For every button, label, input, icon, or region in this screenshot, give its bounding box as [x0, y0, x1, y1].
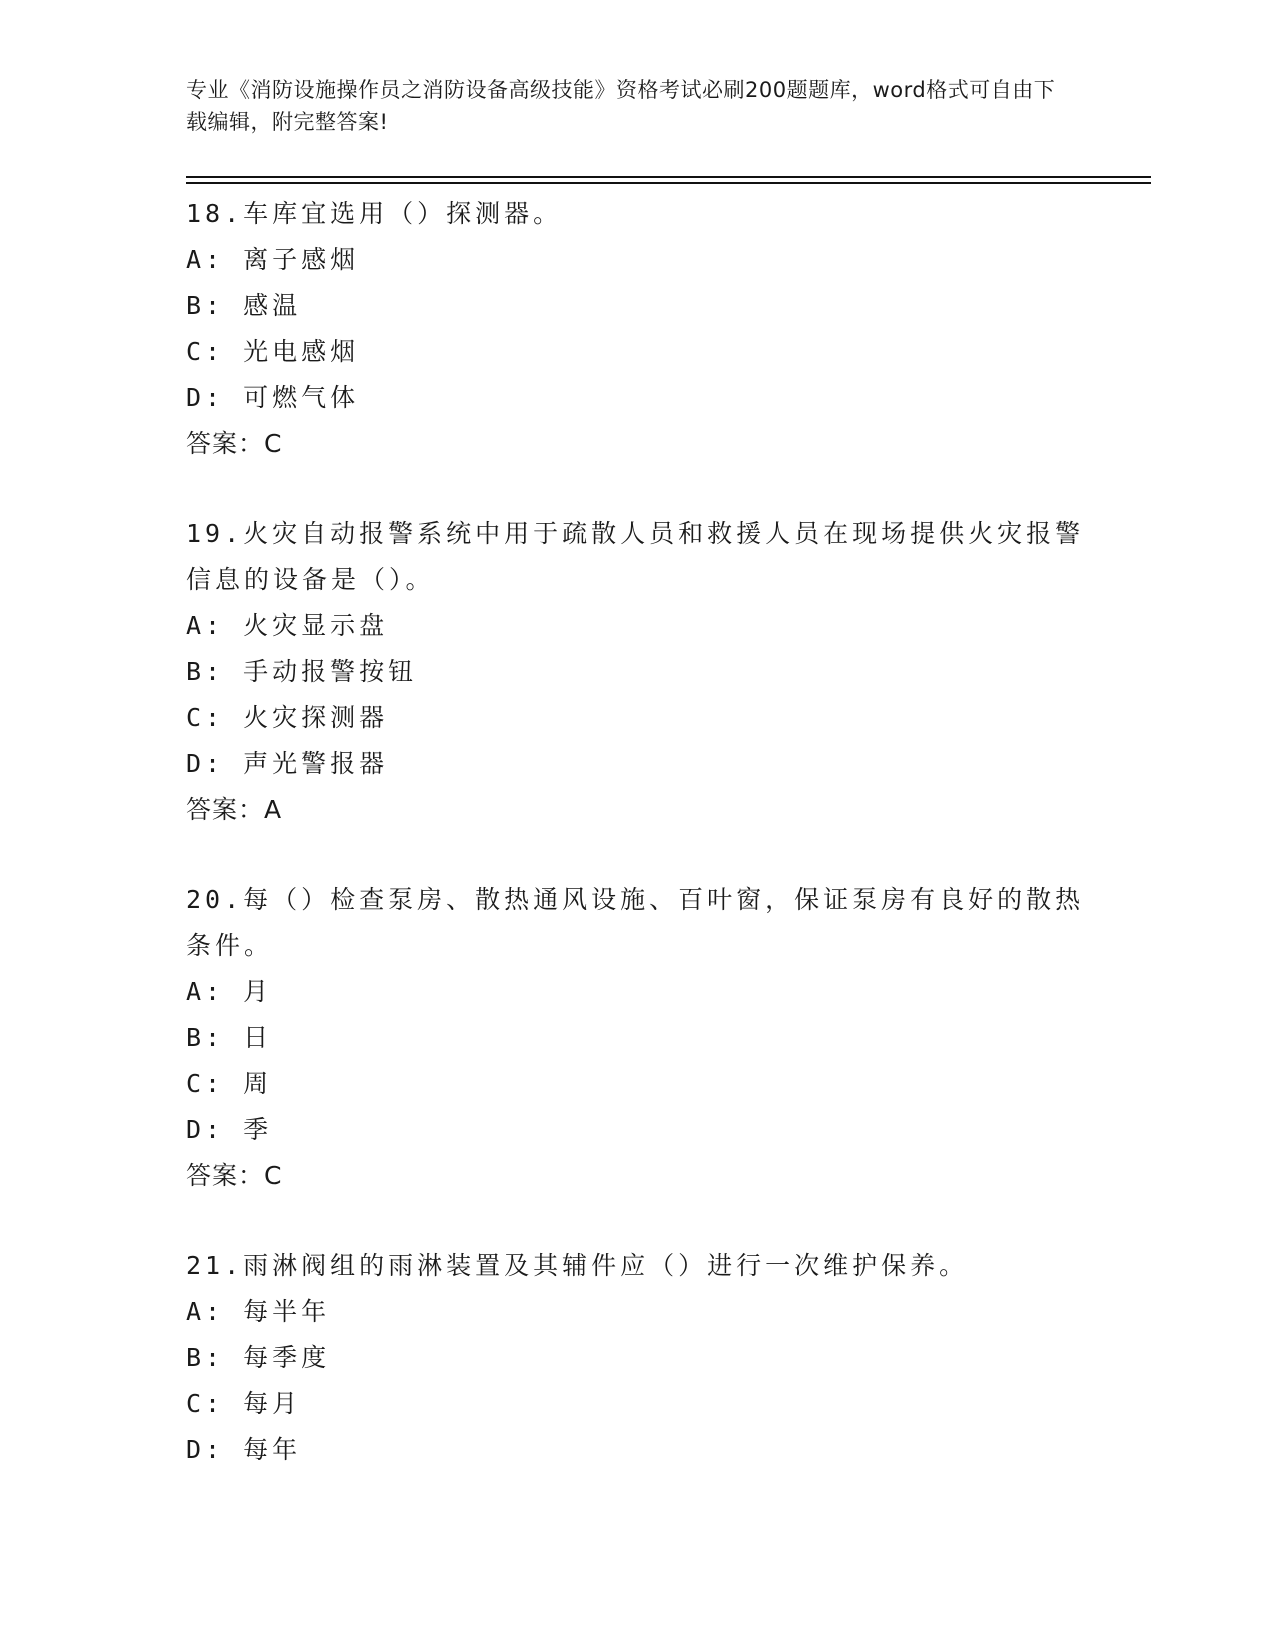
- option-b: B: 手动报警按钮: [186, 657, 418, 686]
- option-c: C: 火灾探测器: [186, 703, 389, 732]
- option-c: C: 周: [186, 1069, 273, 1098]
- option-c: C: 光电感烟: [186, 337, 360, 366]
- option-d: D: 声光警报器: [186, 749, 389, 778]
- option-c: C: 每月: [186, 1389, 302, 1418]
- document-header: [186, 74, 1066, 138]
- question-20: [186, 877, 1086, 1199]
- question-19: [186, 511, 1086, 833]
- question-18: [186, 191, 1086, 467]
- option-d: D: 季: [186, 1115, 273, 1144]
- option-b: B: 每季度: [186, 1343, 331, 1372]
- option-d: D: 每年: [186, 1435, 302, 1464]
- option-a: A: 每半年: [186, 1297, 331, 1326]
- question-stem: 19.火灾自动报警系统中用于疏散人员和救援人员在现场提供火灾报警信息的设备是（）。: [186, 519, 1085, 594]
- question-21: [186, 1243, 1086, 1473]
- header-intro-text: 专业《消防设施操作员之消防设备高级技能》资格考试必刷200题题库，word格式可自由下载编辑，附完整答案!: [186, 78, 1056, 134]
- header-divider-top: [186, 176, 1151, 178]
- option-a: A: 火灾显示盘: [186, 611, 389, 640]
- answer-line: 答案：A: [186, 795, 283, 824]
- answer-line: 答案：C: [186, 1161, 283, 1190]
- option-a: A: 月: [186, 977, 273, 1006]
- question-stem: 21.雨淋阀组的雨淋装置及其辅件应（）进行一次维护保养。: [186, 1251, 969, 1280]
- option-b: B: 感温: [186, 291, 302, 320]
- answer-line: 答案：C: [186, 429, 283, 458]
- header-divider-bottom: [186, 182, 1151, 184]
- option-d: D: 可燃气体: [186, 383, 360, 412]
- option-a: A: 离子感烟: [186, 245, 360, 274]
- question-stem: 18.车库宜选用（）探测器。: [186, 199, 563, 228]
- question-stem: 20.每（）检查泵房、散热通风设施、百叶窗，保证泵房有良好的散热条件。: [186, 885, 1085, 960]
- option-b: B: 日: [186, 1023, 273, 1052]
- question-list: [186, 191, 1086, 1517]
